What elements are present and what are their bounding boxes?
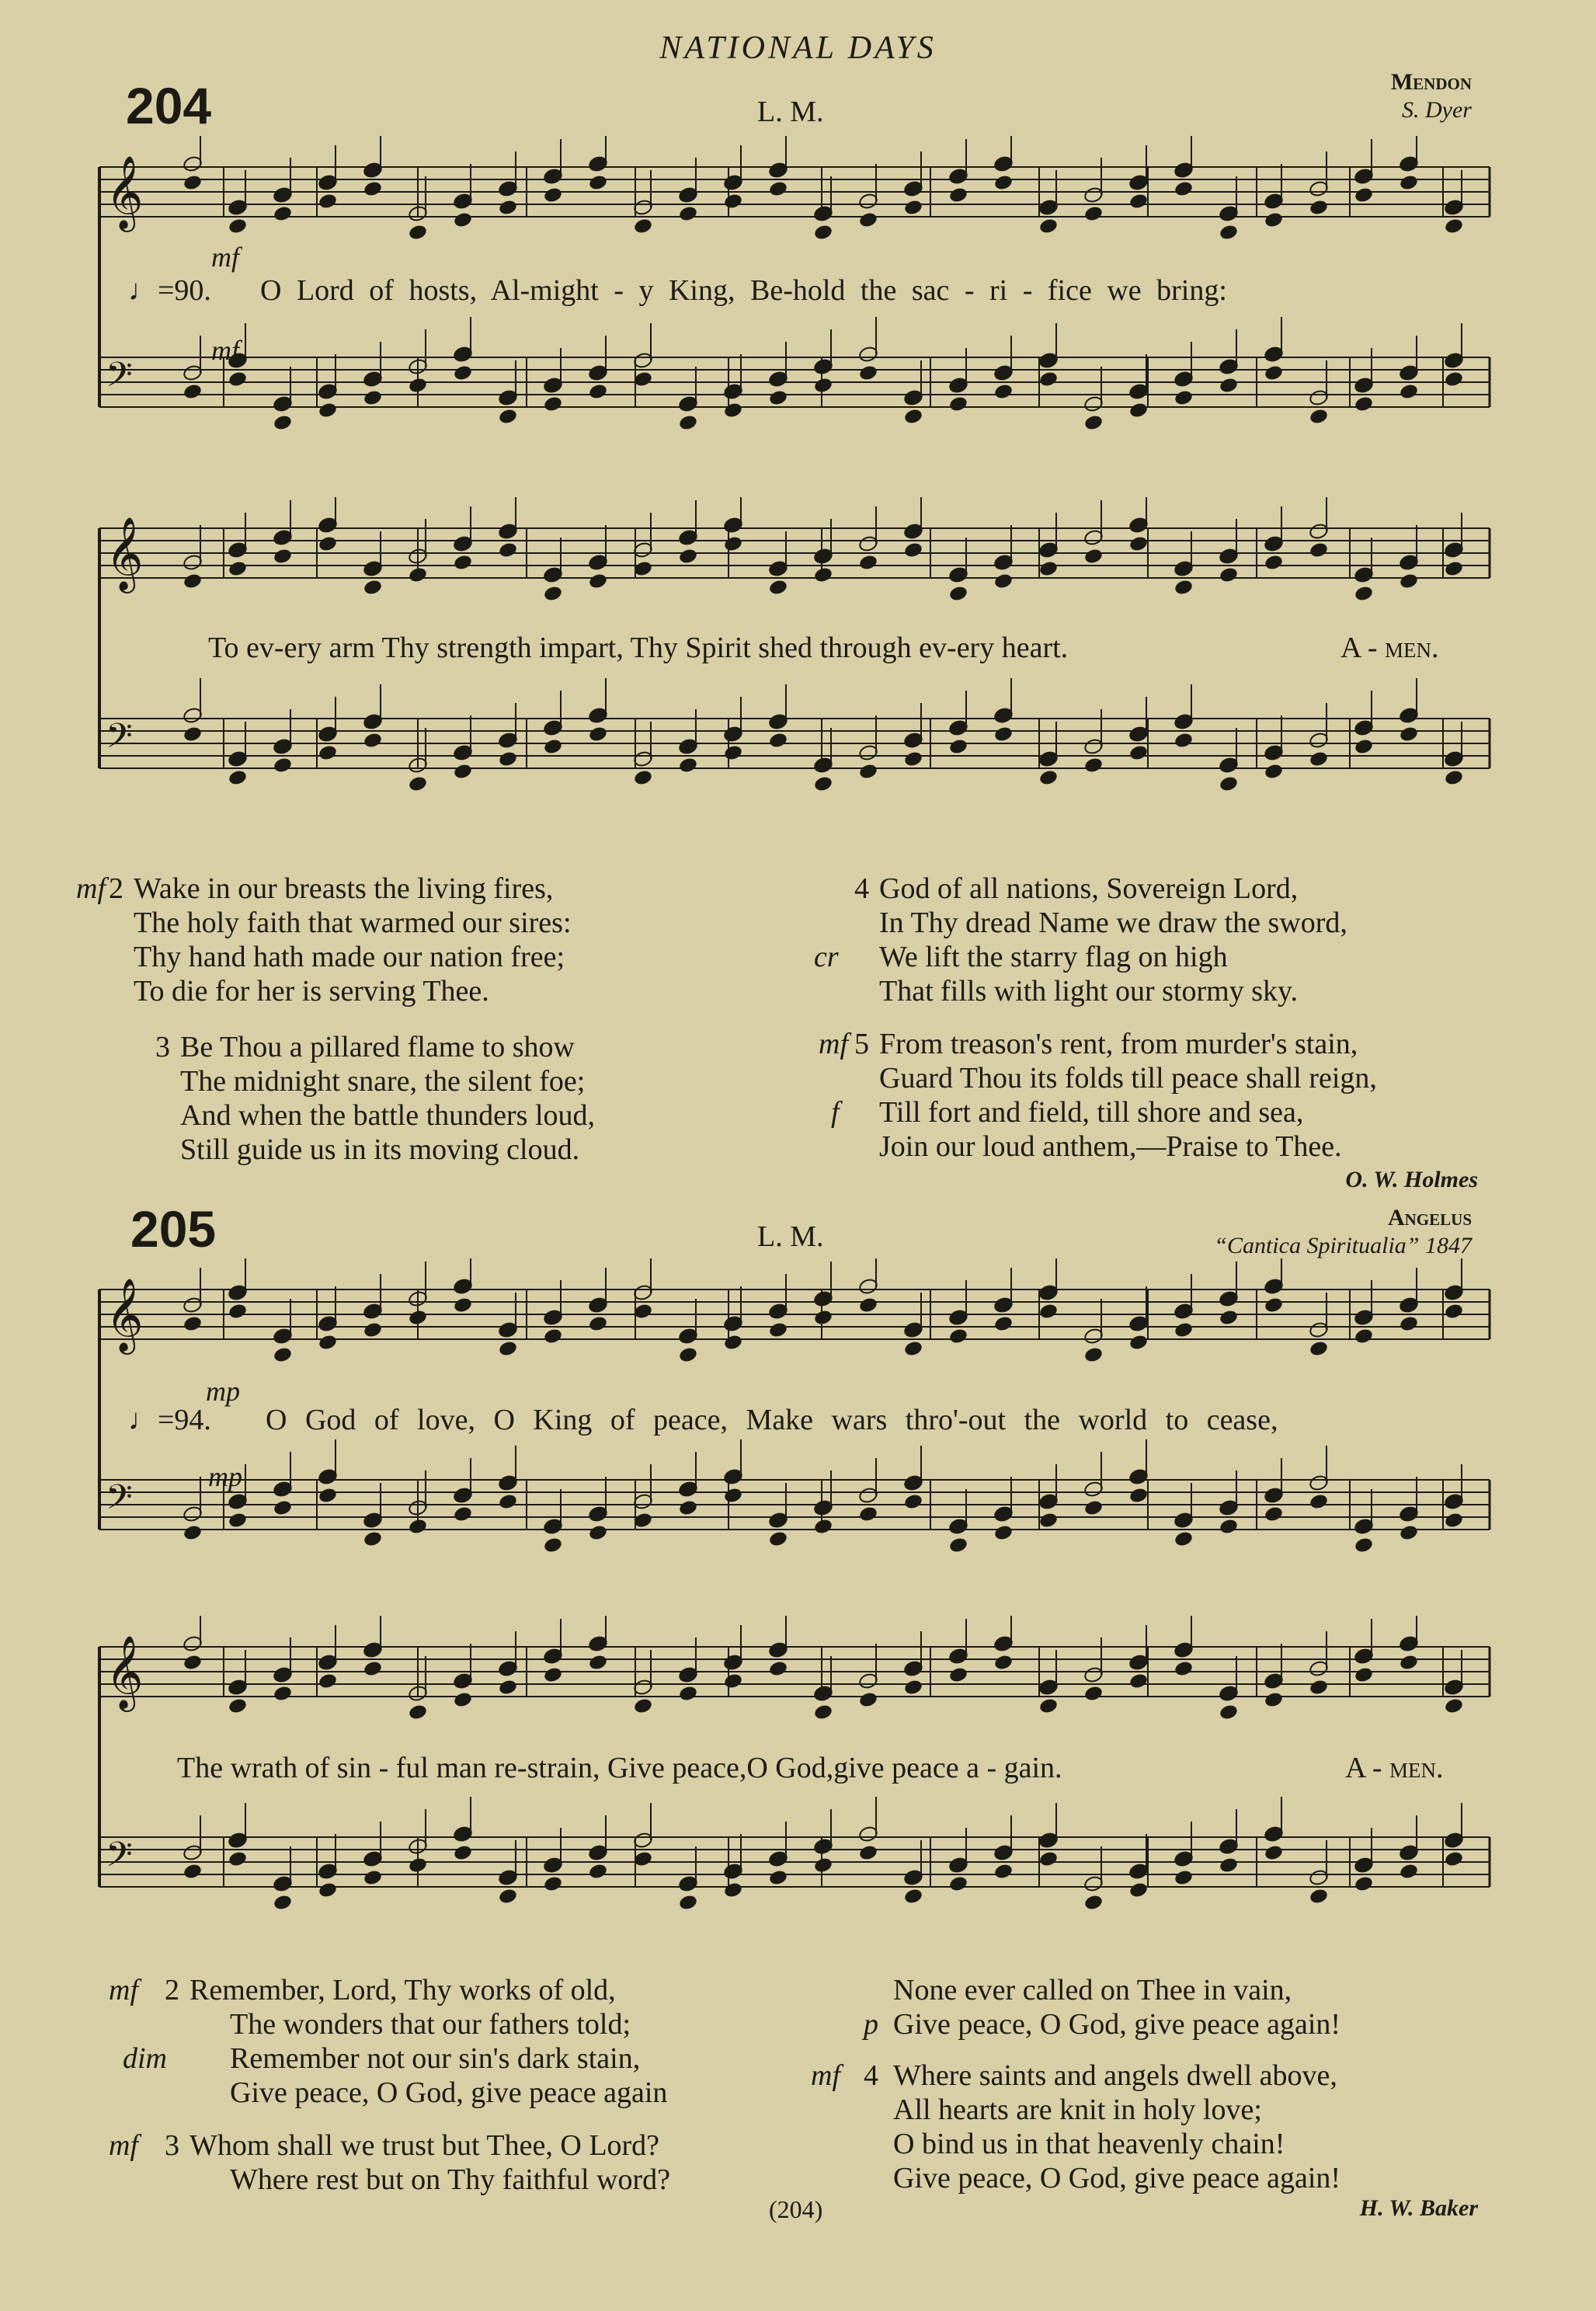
note-head [1399, 383, 1419, 401]
note-head [1083, 1685, 1104, 1703]
note-head [948, 738, 968, 756]
note-head [543, 1328, 563, 1345]
note-head [1083, 1499, 1104, 1517]
note-head [273, 1685, 293, 1703]
note-head [498, 408, 518, 426]
note-head [408, 377, 428, 395]
note-head [273, 1346, 293, 1364]
hymn-204-number: 204 [126, 77, 212, 134]
note-head [1309, 1340, 1329, 1358]
note-head [813, 1309, 833, 1327]
note-head [318, 1672, 338, 1690]
note-head [858, 1844, 878, 1862]
note-head [1309, 1679, 1329, 1697]
note-head [1128, 1881, 1149, 1899]
note-head [1128, 402, 1149, 419]
note-head [678, 1685, 698, 1703]
note-head [903, 1340, 923, 1358]
note-head [1444, 1850, 1464, 1868]
note-head [903, 1679, 923, 1697]
note-head [858, 1296, 878, 1314]
note-head [408, 1309, 428, 1327]
note-head [678, 414, 698, 432]
note-head [723, 402, 743, 419]
note-head [1354, 1875, 1374, 1893]
note-head [453, 1505, 473, 1523]
note-head [273, 414, 293, 432]
note-head [1309, 1888, 1329, 1906]
staff-treble [99, 497, 1490, 602]
hymn-205-dynamic: mp [206, 1376, 240, 1407]
note-head [1264, 554, 1284, 572]
note-head [453, 554, 473, 572]
note-head [858, 211, 878, 229]
note-head [1128, 193, 1149, 211]
note-head [453, 1691, 473, 1709]
note-head [498, 1493, 518, 1511]
note-head [723, 744, 743, 762]
hymn-205-author: H. W. Baker [1359, 2195, 1478, 2221]
note-head [1128, 744, 1149, 762]
note-head [228, 1303, 248, 1321]
note-head [813, 1518, 833, 1536]
hymn-204-tempo: ♩=90. [128, 274, 211, 307]
bass-clef-icon: 𝄢 [106, 715, 133, 764]
note-head [993, 726, 1014, 743]
note-head [813, 1857, 833, 1874]
note-head [1038, 1512, 1059, 1530]
note-head [633, 1697, 653, 1715]
note-head [543, 585, 563, 603]
note-head [1083, 1346, 1104, 1364]
note-head [1444, 218, 1464, 235]
hymn-204-verse-2: mf 2 Wake in our breasts the living fires, The holy faith that warmed our sires: Thy hand hath made our nation free; To die for her is serving Thee. [76, 872, 572, 1008]
note-head [1219, 1704, 1239, 1721]
note-head [723, 535, 743, 553]
note-head [183, 174, 203, 192]
note-head [1128, 1487, 1149, 1505]
note-head [543, 1537, 563, 1554]
note-head [858, 1691, 878, 1709]
note-head [948, 585, 968, 603]
note-head [903, 541, 923, 559]
note-head [273, 1499, 293, 1517]
hymn-204-tune-name: Mendon [1390, 69, 1472, 95]
note-head [1309, 541, 1329, 559]
note-head [1264, 364, 1284, 382]
note-head [633, 218, 653, 235]
note-head [1219, 1309, 1239, 1327]
note-head [228, 1512, 248, 1530]
note-head [948, 1328, 968, 1345]
note-head [453, 1296, 473, 1314]
hymn-205-source: “Cantica Spiritualia” 1847 [1214, 1233, 1472, 1258]
note-head [318, 193, 338, 211]
note-head [588, 174, 608, 192]
note-head [1309, 199, 1329, 217]
note-head [768, 1660, 788, 1678]
note-head [948, 186, 968, 204]
note-head [993, 383, 1014, 401]
note-head [678, 205, 698, 223]
note-head [273, 205, 293, 223]
note-head [498, 541, 518, 559]
note-head [543, 186, 563, 204]
note-head [948, 395, 968, 413]
note-head [1264, 1844, 1284, 1862]
note-head [903, 750, 923, 768]
note-head [678, 548, 698, 566]
hymn-205-dynamic-bass: mp [208, 1461, 242, 1492]
bass-clef-icon: 𝄢 [106, 354, 133, 403]
staff-treble [99, 1616, 1490, 1721]
hymn-204-composer: S. Dyer [1402, 97, 1472, 123]
note-head [363, 389, 383, 407]
note-head [1399, 1315, 1419, 1333]
note-head [228, 1850, 248, 1868]
section-title: NATIONAL DAYS [659, 30, 937, 66]
note-head [273, 757, 293, 774]
note-head [1354, 186, 1374, 204]
note-head [588, 1315, 608, 1333]
note-head [813, 377, 833, 395]
note-head [318, 535, 338, 553]
note-head [903, 408, 923, 426]
note-head [858, 364, 878, 382]
note-head [1083, 414, 1104, 432]
note-head [273, 1894, 293, 1912]
note-head [1309, 408, 1329, 426]
note-head [1174, 1660, 1194, 1678]
note-head [228, 560, 248, 578]
treble-clef-icon: 𝄞 [106, 155, 144, 229]
staff-bass [99, 1439, 1490, 1554]
hymn-205-amen: A - men. [1345, 1752, 1444, 1784]
treble-clef-icon: 𝄞 [106, 1278, 144, 1352]
treble-clef-icon: 𝄞 [106, 517, 144, 590]
note-head [273, 548, 293, 566]
staff-bass [99, 678, 1490, 792]
hymn-204-verse-5: mf 5 From treason's rent, from murder's stain, Guard Thou its folds till peace shall reign, f Till fort and field, till shore and sea, Join our loud anthem,—Praise to Thee. [819, 1028, 1377, 1163]
staff-bass [99, 317, 1490, 431]
note-head [1399, 1863, 1419, 1881]
hymn-205-meter: L. M. [757, 1220, 824, 1253]
note-head [408, 1704, 428, 1721]
note-head [1219, 224, 1239, 242]
note-head [498, 1340, 518, 1358]
hymn-204-verse-4: 4 God of all nations, Sovereign Lord, In Thy dread Name we draw the sword, cr We lift the starry flag on high That fills with light our stormy sky. [814, 872, 1347, 1008]
hymn-204-lyrics-1: O Lord of hosts, Al-might - y King, Be-hold the sac - ri - fice we bring: [260, 274, 1227, 307]
note-head [1174, 389, 1194, 407]
note-head [408, 224, 428, 242]
note-head [1083, 757, 1104, 774]
note-head [1354, 395, 1374, 413]
note-head [588, 1863, 608, 1881]
note-head [1219, 1857, 1239, 1874]
note-head [813, 566, 833, 584]
hymn-204-amen: A - men. [1340, 632, 1439, 664]
page-number: (204) [769, 2195, 823, 2223]
note-head [183, 726, 203, 743]
note-head [993, 1863, 1014, 1881]
note-head [1264, 1505, 1284, 1523]
note-head [228, 218, 248, 235]
note-head [993, 1654, 1014, 1672]
note-head [1083, 548, 1104, 566]
note-head [858, 1505, 878, 1523]
note-head [1444, 1303, 1464, 1321]
note-head [318, 1487, 338, 1505]
note-head [1128, 535, 1149, 553]
note-head [1219, 1518, 1239, 1536]
note-head [588, 726, 608, 743]
note-head [678, 1894, 698, 1912]
note-head [318, 1881, 338, 1899]
hymn-205-verse-3-cont: None ever called on Thee in vain, p Give peace, O God, give peace again! [864, 1974, 1341, 2041]
note-head [993, 573, 1014, 590]
note-head [543, 738, 563, 756]
note-head [1444, 371, 1464, 388]
note-head [993, 174, 1014, 192]
note-head [948, 1875, 968, 1893]
staff-treble [99, 136, 1490, 241]
note-head [318, 744, 338, 762]
hymn-204-tune [1391, 68, 1472, 124]
note-head [1038, 1303, 1059, 1321]
note-head [498, 1888, 518, 1906]
note-head [228, 1697, 248, 1715]
note-head [858, 554, 878, 572]
note-head [498, 750, 518, 768]
note-head [1174, 732, 1194, 750]
hymn-204-meter: L. M. [757, 96, 824, 128]
note-head [768, 389, 788, 407]
hymn-205-verse-4: mf 4 Where saints and angels dwell above, All hearts are knit in holy love; O bind us in that heavenly chain! Give peace, O God, give peace again! [811, 2059, 1341, 2194]
note-head [813, 1704, 833, 1721]
note-head [1399, 573, 1419, 590]
note-head [768, 579, 788, 597]
staff-treble [99, 1258, 1490, 1363]
hymn-205-tune-name: Angelus [1387, 1205, 1472, 1230]
note-head [1038, 560, 1059, 578]
note-head [363, 1530, 383, 1548]
note-head [1354, 1537, 1374, 1554]
note-head [498, 199, 518, 217]
note-head [1174, 1321, 1194, 1339]
note-head [453, 364, 473, 382]
hymn-205-verse-2: mf 2 Remember, Lord, Thy works of old, The wonders that our fathers told; dim Remember not our sin's dark stain, Give peace, O God, give peace again [109, 1974, 668, 2109]
note-head [768, 180, 788, 198]
note-head [363, 180, 383, 198]
note-head [948, 1537, 968, 1554]
note-head [1264, 1691, 1284, 1709]
note-head [723, 1672, 743, 1690]
note-head [903, 1888, 923, 1906]
note-head [858, 763, 878, 781]
hymn-205-staves-2 [92, 1616, 1505, 1958]
note-head [1444, 1697, 1464, 1715]
note-head [543, 395, 563, 413]
note-head [1399, 726, 1419, 743]
note-head [1038, 1850, 1059, 1868]
note-head [408, 1518, 428, 1536]
note-head [723, 1334, 743, 1352]
note-head [183, 383, 203, 401]
note-head [813, 775, 833, 793]
note-head [543, 1666, 563, 1684]
hymn-204-dynamic-bass: mf [211, 335, 239, 366]
note-head [183, 1863, 203, 1881]
note-head [1354, 585, 1374, 603]
note-head [813, 224, 833, 242]
note-head [1038, 371, 1059, 388]
note-head [1219, 775, 1239, 793]
note-head [498, 1679, 518, 1697]
note-head [1264, 211, 1284, 229]
hymn-204-author: O. W. Holmes [1345, 1167, 1478, 1192]
note-head [1354, 738, 1374, 756]
note-head [678, 1499, 698, 1517]
note-head [1128, 1334, 1149, 1352]
note-head [453, 763, 473, 781]
note-head [1399, 174, 1419, 192]
note-head [723, 193, 743, 211]
note-head [183, 1654, 203, 1672]
treble-clef-icon: 𝄞 [106, 1635, 144, 1709]
hymn-205-tune [1214, 1204, 1472, 1260]
note-head [1038, 218, 1059, 235]
note-head [1264, 1296, 1284, 1314]
note-head [1354, 1666, 1374, 1684]
hymn-204-lyrics-2: To ev-ery arm Thy strength impart, Thy Spirit shed through ev-ery heart. [208, 632, 1069, 664]
note-head [1264, 763, 1284, 781]
note-head [1038, 1697, 1059, 1715]
note-head [1399, 1524, 1419, 1542]
bass-clef-icon: 𝄢 [106, 1477, 133, 1526]
note-head [543, 1875, 563, 1893]
note-head [948, 1666, 968, 1684]
note-head [453, 1844, 473, 1862]
note-head [903, 1493, 923, 1511]
note-head [318, 1334, 338, 1352]
bass-clef-icon: 𝄢 [106, 1834, 133, 1883]
hymn-205-verse-3: mf 3 Whom shall we trust but Thee, O Lord? Where rest but on Thy faithful word? [109, 2129, 671, 2196]
note-head [1444, 560, 1464, 578]
note-head [768, 1869, 788, 1887]
note-head [363, 1869, 383, 1887]
note-head [1219, 566, 1239, 584]
note-head [363, 579, 383, 597]
note-head [1309, 1493, 1329, 1511]
note-head [363, 1321, 383, 1339]
note-head [678, 757, 698, 774]
hymn-205-lyrics-2: The wrath of sin - ful man re-strain, Give peace,O God,give peace a - gain. [177, 1752, 1062, 1784]
note-head [228, 371, 248, 388]
note-head [1354, 1328, 1374, 1345]
staff-bass [99, 1797, 1490, 1911]
note-head [1174, 1869, 1194, 1887]
note-head [1083, 1894, 1104, 1912]
hymn-205-tempo: ♩=94. [128, 1404, 211, 1436]
note-head [768, 1530, 788, 1548]
hymn-205-lyrics-1: O God of love, O King of peace, Make wars thro'-out the world to cease, [266, 1404, 1278, 1436]
note-head [228, 769, 248, 787]
note-head [633, 769, 653, 787]
note-head [1444, 1512, 1464, 1530]
note-head [1174, 579, 1194, 597]
note-head [1128, 1672, 1149, 1690]
note-head [408, 566, 428, 584]
note-head [993, 1315, 1014, 1333]
note-head [1083, 205, 1104, 223]
note-head [903, 199, 923, 217]
note-head [453, 211, 473, 229]
note-head [1174, 1530, 1194, 1548]
note-head [183, 1524, 203, 1542]
note-head [723, 1881, 743, 1899]
note-head [588, 1654, 608, 1672]
note-head [588, 1524, 608, 1542]
note-head [1174, 180, 1194, 198]
note-head [768, 732, 788, 750]
note-head [993, 1524, 1014, 1542]
note-head [1444, 769, 1464, 787]
note-head [1309, 750, 1329, 768]
note-head [408, 775, 428, 793]
note-head [723, 1487, 743, 1505]
note-head [588, 573, 608, 590]
note-head [1399, 1654, 1419, 1672]
note-head [678, 1346, 698, 1364]
hymn-204-dynamic: mf [211, 242, 239, 273]
note-head [318, 402, 338, 419]
note-head [183, 1315, 203, 1333]
note-head [588, 383, 608, 401]
note-head [363, 732, 383, 750]
hymn-204-verse-3: 3 Be Thou a pillared flame to show The midnight snare, the silent foe; And when the battle thunders loud, Still guide us in its moving cloud. [155, 1031, 596, 1166]
note-head [363, 1660, 383, 1678]
note-head [768, 1321, 788, 1339]
note-head [1219, 377, 1239, 395]
note-head [183, 573, 203, 590]
hymn-204-staves-2 [92, 497, 1505, 839]
note-head [1038, 769, 1059, 787]
hymn-205-number: 205 [130, 1200, 217, 1258]
note-head [408, 1857, 428, 1874]
